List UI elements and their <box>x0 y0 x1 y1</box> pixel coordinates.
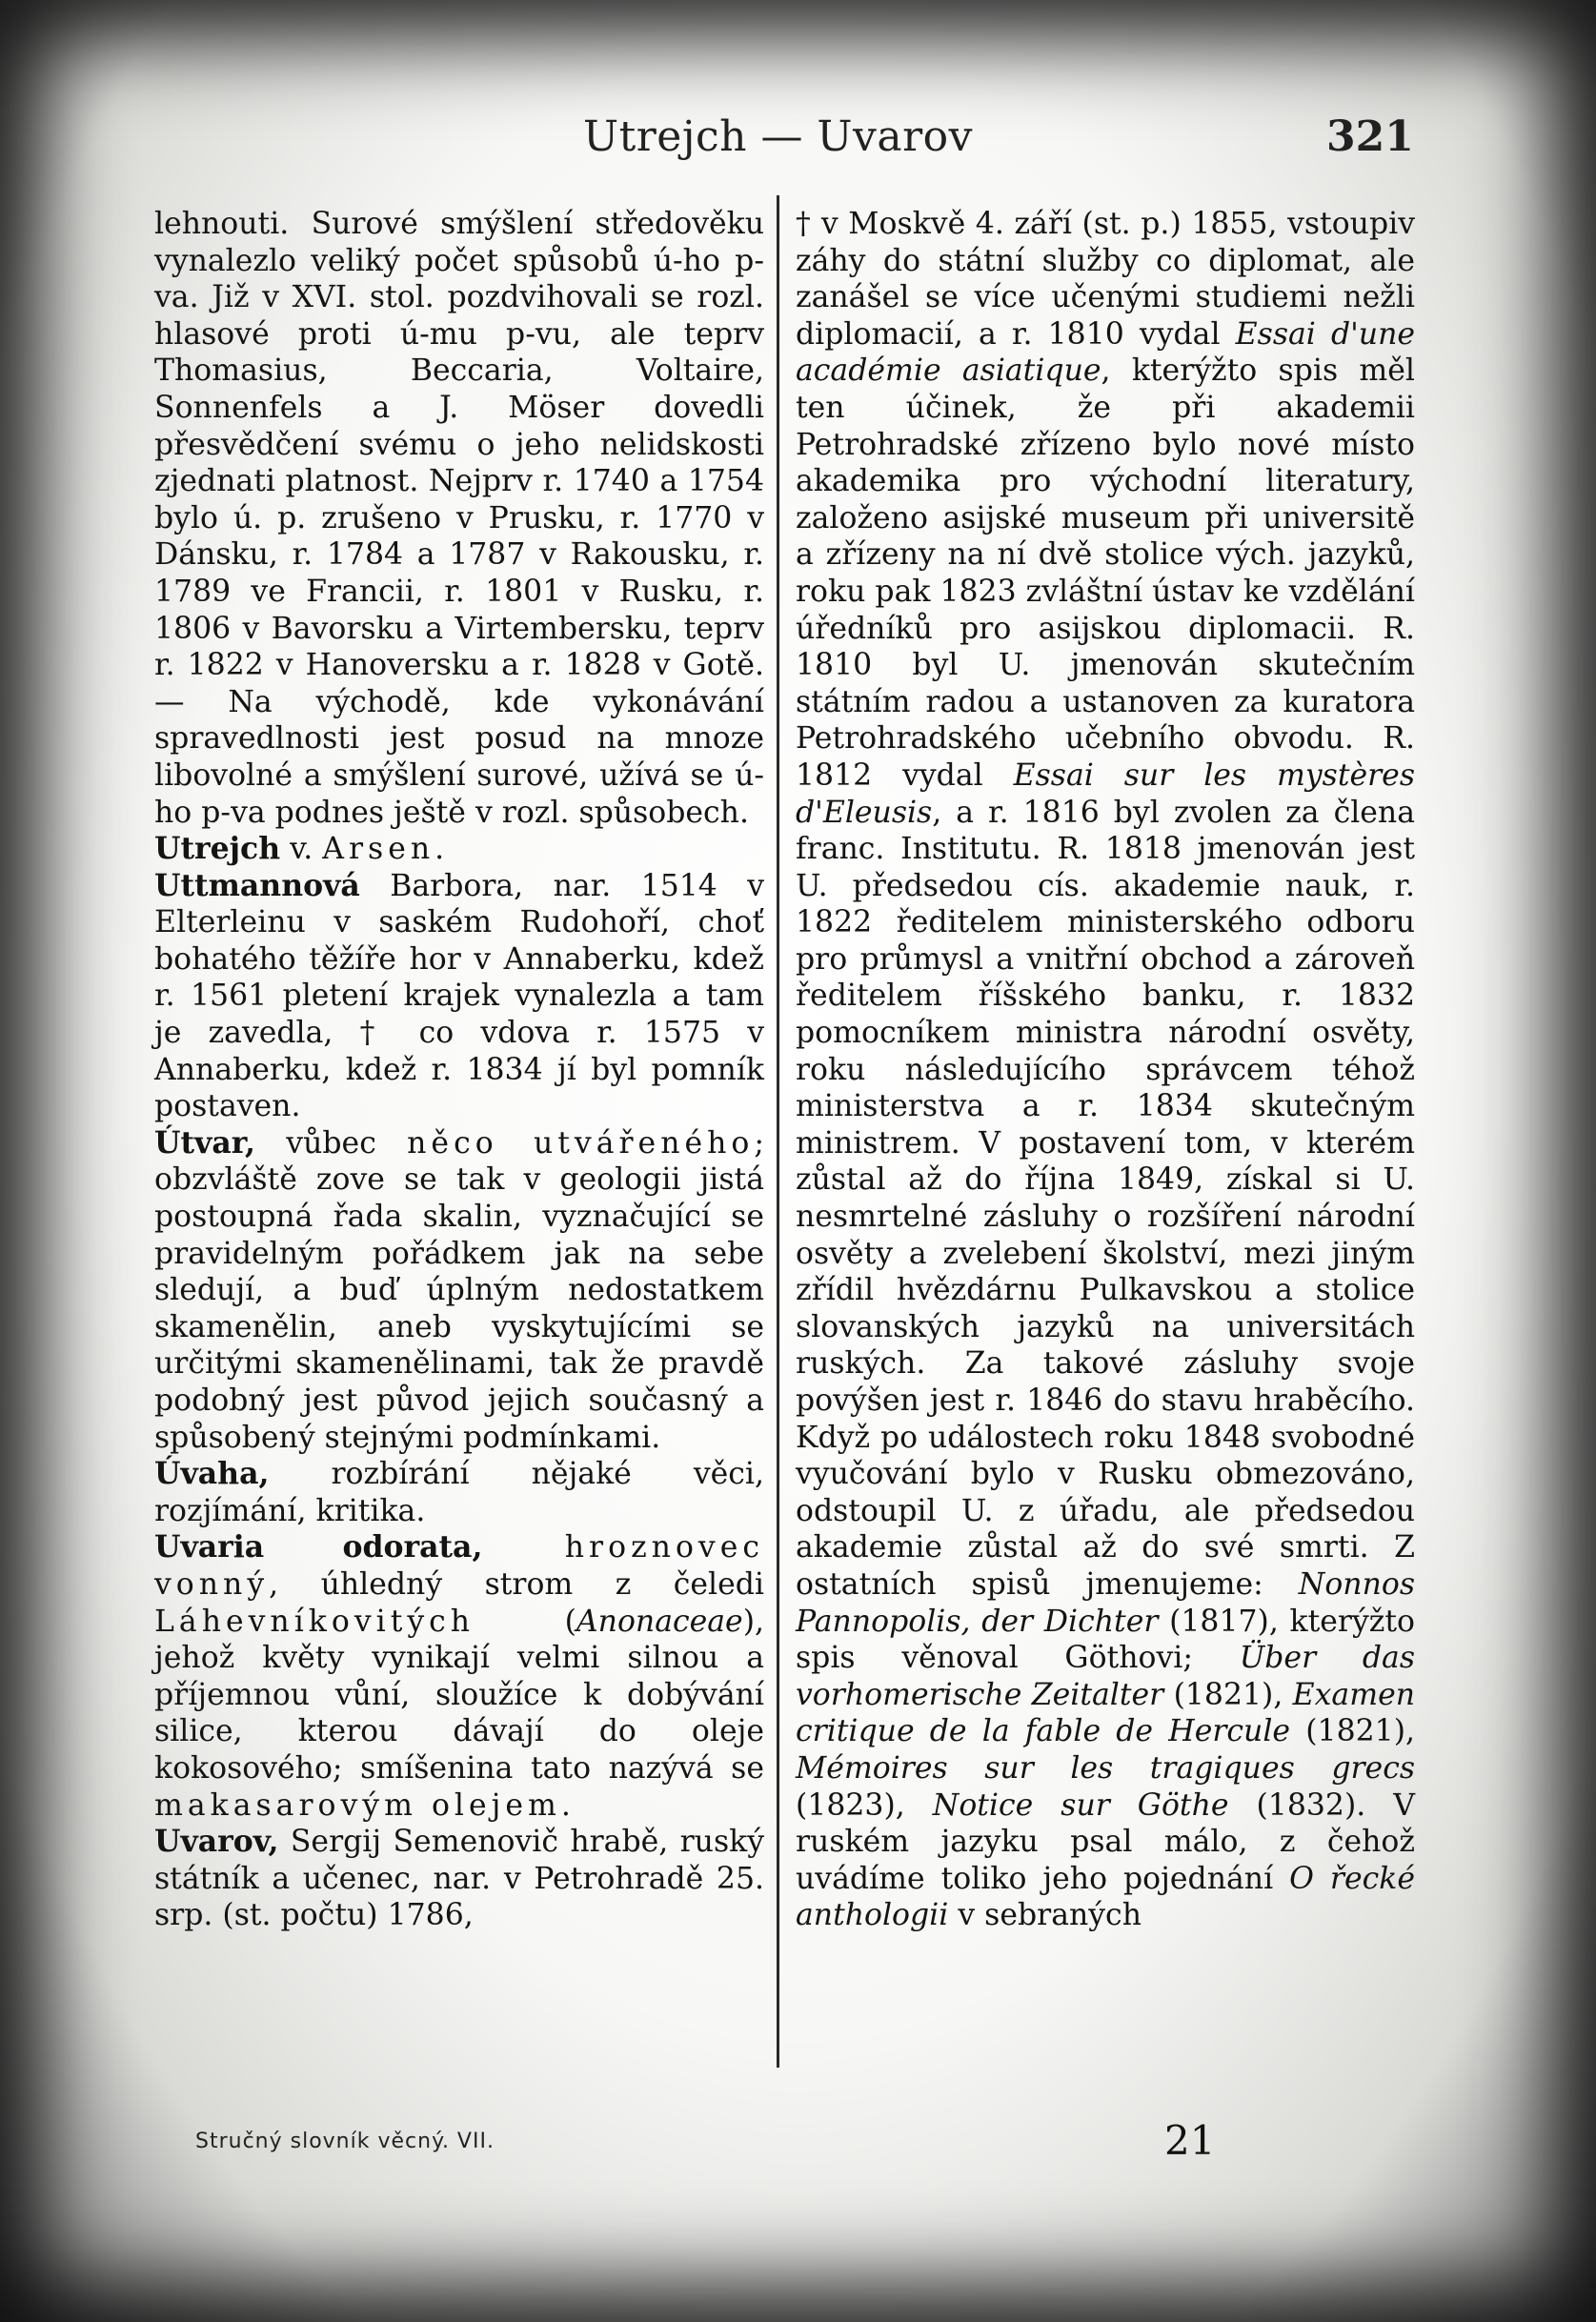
entry-title: Uvarov, <box>154 1824 279 1860</box>
entry-text: v. <box>280 832 323 867</box>
body-text: v sebraných <box>948 1898 1141 1933</box>
uvarov-continuation <box>796 206 1415 1934</box>
spaced-term: makasarovým olejem <box>154 1787 561 1823</box>
entry-uttmannova <box>154 868 764 1125</box>
work-title: Examen critique de la fable de Hercule <box>796 1677 1415 1749</box>
work-title: Essai sur les mystères d'Eleusis <box>796 757 1415 830</box>
entry-title: Uvaria odorata, <box>154 1529 483 1565</box>
work-title: Mémoires sur les tragiques grecs <box>796 1750 1415 1786</box>
work-title: Essai d'une académie asiatique <box>796 316 1415 389</box>
work-title: Notice sur Göthe <box>932 1787 1229 1823</box>
entry-text: , úhledný strom z čeledi <box>269 1566 764 1602</box>
entry-uvaha <box>154 1456 764 1529</box>
signature-mark: 21 <box>1164 2117 1216 2164</box>
entry-text: ( <box>475 1604 576 1639</box>
continuation-paragraph: lehnouti. Surové smýšlení středověku vynalezlo veliký počet spůsobů ú-ho p-va. Již v XVI. stol. pozdvihovali se rozl. hlasové proti ú-mu p-vu, ale teprv Thomasius, Beccaria, Voltaire, Sonnenfels a J. Möser dovedli přesvědčení svému o jeho nelidskosti zjednati platnost. Nejprv r. 1740 a 1754 bylo ú. p. zrušeno v Prusku, r. 1770 v Dánsku, r. 1784 a 1787 v Rakousku, r. 1789 ve Francii, r. 1801 v Rusku, r. 1806 v Bavorsku a Virtembersku, teprv r. 1822 v Hanoversku a r. 1828 v Gotě. — Na východě, kde vykonávání spravedlnosti jest posud na mnoze libovolné a smýšlení surové, užívá se ú-ho p-va podnes ještě v rozl. spůsobech. <box>154 207 764 830</box>
entry-text: rozbírání nějaké věci, rozjímání, kritika. <box>154 1457 764 1528</box>
body-text: (1821), <box>1290 1714 1415 1749</box>
header-title: Utrejch — Uvarov <box>583 112 973 161</box>
body-text: † v Moskvě 4. září (st. p.) 1855, vstoupiv záhy do státní služby co diplomat, ale zanášel se více učenými studiemi nežli diplomacií, a r. 1810 vydal <box>796 207 1415 352</box>
body-text: , a r. 1816 byl zvolen za člena franc. Institutu. R. 1818 jmenován jest U. předsedou cís. akademie nauk, r. 1822 ředitelem ministerského odboru pro průmysl a vnitřní obchod a zároveň ředitelem říšského banku, r. 1832 pomocníkem ministra národní osvěty, roku následujícího správcem téhož ministerstva a r. 1834 skutečným ministrem. V postavení tom, v kterém zůstal až do října 1849, získal si U. nesmrtelné zásluhy o rozšíření národní osvěty a zvelebení školství, mezi jiným zřídil hvězdárnu Pulkavskou a stolice slovanských jazyků na universitách ruských. Za takové zásluhy svoje povýšen jest r. 1846 do stavu hraběcího. Když po událostech roku 1848 svobodné vyučování bylo v Rusku obmezováno, odstoupil U. z úřadu, ale předsedou akademie zůstal až do své smrti. Z ostatních spisů jmenujeme: <box>796 795 1415 1602</box>
body-text: (1817), kterýžto spis věnoval Göthovi; <box>796 1604 1415 1676</box>
left-column <box>154 206 764 2111</box>
entry-title: Útvar, <box>154 1124 256 1161</box>
entry-uvarov <box>154 1824 764 1934</box>
body-text: (1832). V ruském jazyku psal málo, z čehož uvádíme toliko jeho pojednání <box>796 1787 1416 1896</box>
entry-title: Utrejch <box>154 831 281 867</box>
body-text: (1823), <box>796 1787 933 1823</box>
column-divider <box>777 195 779 2068</box>
spaced-definition: něco utvářeného <box>407 1125 755 1161</box>
work-title: O řecké anthologii <box>796 1861 1415 1933</box>
entry-title: Úvaha, <box>154 1456 270 1492</box>
work-title: Nonnos Pannopolis, der Dichter <box>796 1566 1415 1639</box>
entry-text: vůbec <box>255 1125 408 1161</box>
spaced-term: Láhevníkovitých <box>154 1604 475 1639</box>
entry-text: . <box>560 1787 571 1823</box>
entry-title: Uttmannová <box>154 867 360 903</box>
entry-text: ; obzvláště zove se tak v geologii jistá postoupná řada skalin, vyznačující se pravidelným pořádkem jak na sebe sledují, a buď úplným nedostatkem skamenělin, aneb vyskytujícími se určitými skamenělinami, tak že pravdě podobný jest původ jejich současný a spůsobený stejnými podmínkami. <box>154 1125 764 1455</box>
entry-text: Barbora, nar. 1514 v Elterleinu v saském Rudohoří, choť bohatého těžíře hor v Annaberku, kdež r. 1561 pletení krajek vynalezla a tam je zavedla, † co vdova r. 1575 v Annaberku, kdež r. 1834 jí byl pomník postaven. <box>154 868 764 1124</box>
body-text: , kterýžto spis měl ten účinek, že při akademii Petrohradské zřízeno bylo nové místo akademika pro východní literatury, založeno asijské museum při universitě a zřízeny na ní dvě stolice vých. jazyků, roku pak 1823 zvláštní ústav ke vzdělání úředníků pro asijskou diplomacii. R. 1810 byl U. jmenován skutečním státním radou a ustanoven za kuratora Petrohradského učebního obvodu. R. 1812 vydal <box>796 353 1416 793</box>
page-number: 321 <box>1326 112 1414 161</box>
running-header <box>0 112 1596 170</box>
entry-uvaria <box>154 1529 764 1824</box>
work-title: Über das vorhomerische Zeitalter <box>796 1641 1415 1712</box>
body-text: (1821), <box>1163 1677 1293 1712</box>
cross-reference: Arsen. <box>322 832 450 867</box>
right-column <box>796 206 1415 2111</box>
entry-utrejch <box>154 831 764 868</box>
entry-utvar <box>154 1125 764 1456</box>
entry-text: ), jehož květy vynikají velmi silnou a příjemnou vůní, sloužíce k dobývání silice, kterou dávají do oleje kokosového; smíšenina tato nazývá se <box>154 1604 764 1786</box>
footer-imprint: Stručný slovník věcný. VII. <box>195 2130 495 2153</box>
spaced-term: hroznovec vonný <box>154 1530 765 1602</box>
entry-text: Sergij Semenovič hrabě, ruský státník a učenec, nar. v Petrohradě 25. srp. (st. počtu) 1786, <box>154 1825 764 1933</box>
latin-name: Anonaceae <box>576 1604 743 1639</box>
